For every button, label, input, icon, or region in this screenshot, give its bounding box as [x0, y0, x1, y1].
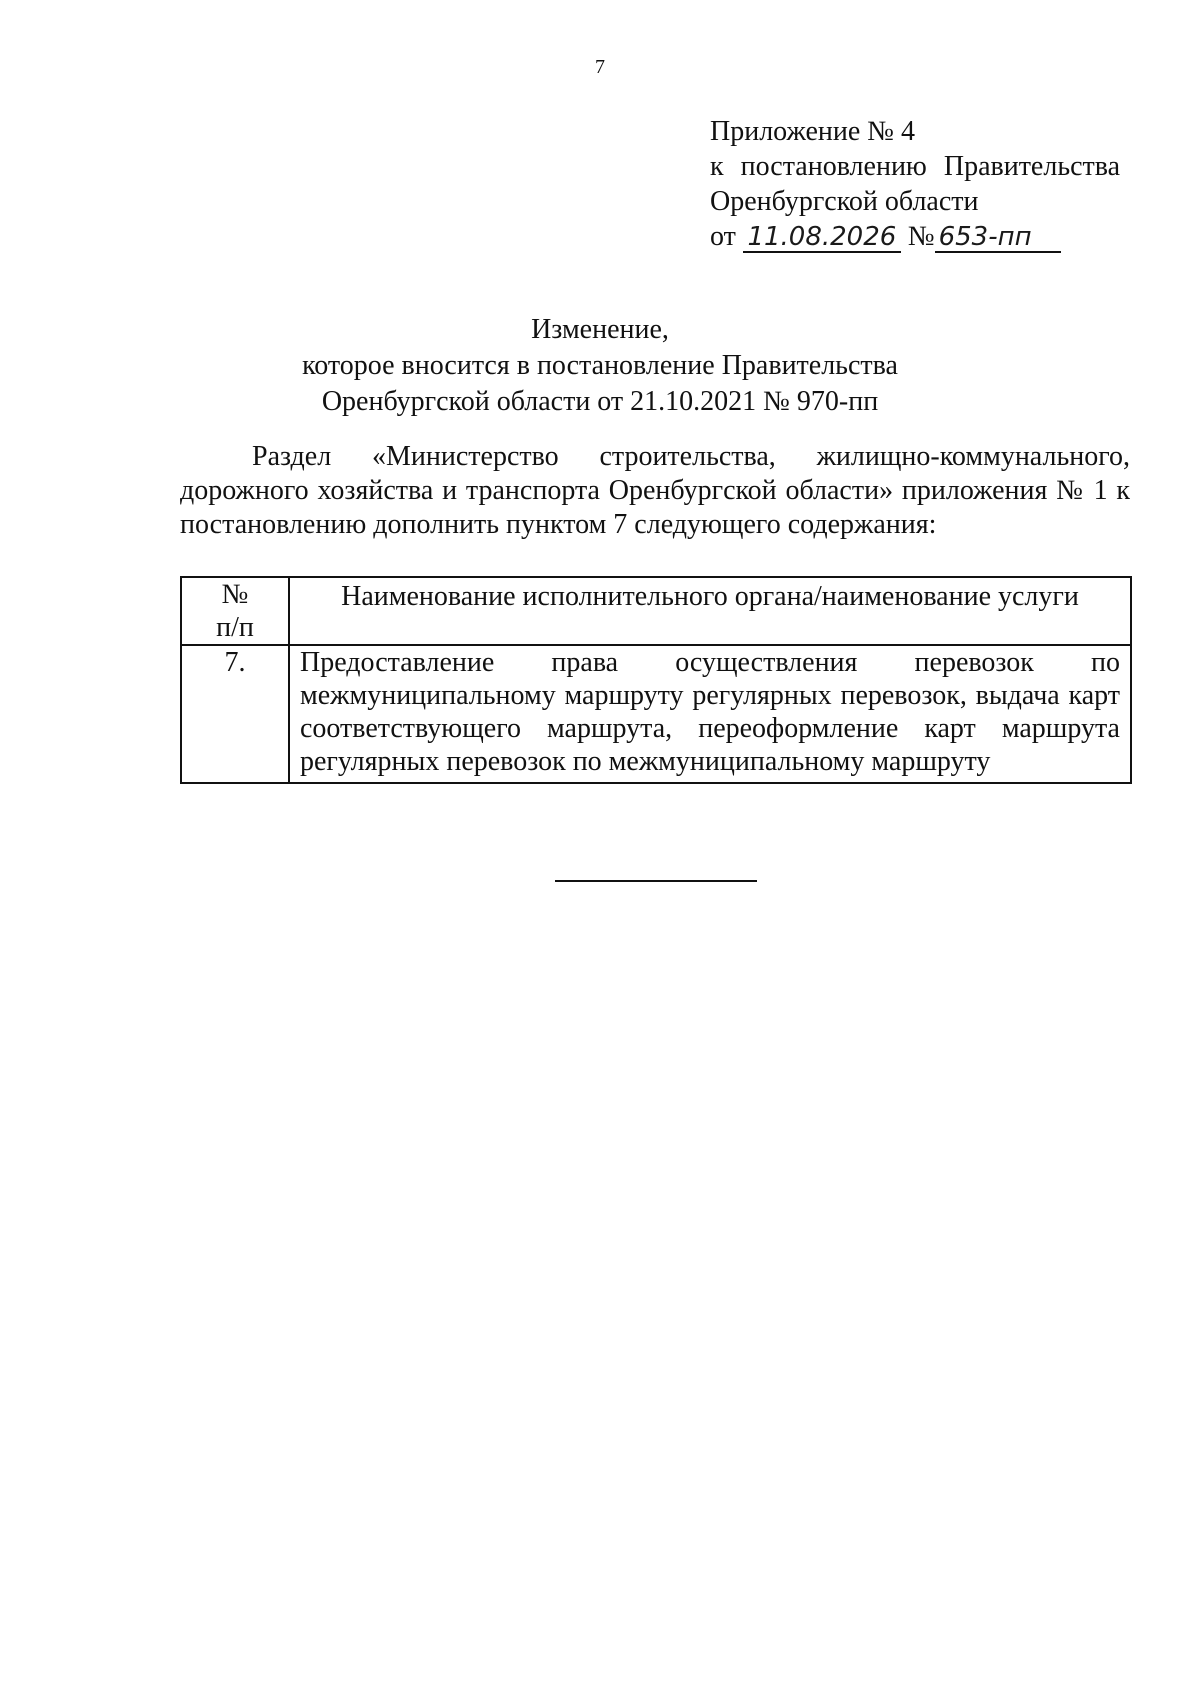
- title-line-1: Изменение,: [531, 314, 669, 345]
- closing-divider: [555, 880, 757, 882]
- header-number-abbrev: п/п: [216, 612, 254, 643]
- title-line-3: Оренбургской области от 21.10.2021 № 970-пп: [321, 386, 879, 417]
- table-row: [181, 645, 1131, 783]
- page-number: 7: [595, 56, 605, 78]
- row-name-cell: Предоставление права осуществления перевозок по межмуниципальному маршруту регулярных перевозок, выдача карт соответствующего маршрута, переоформление карт маршрута регулярных перевозок по межмуниципальному маршруту: [289, 645, 1131, 783]
- appendix-header: [710, 114, 1130, 254]
- number-label: №: [907, 221, 935, 252]
- row-number-cell: 7.: [181, 645, 289, 783]
- body-paragraph: Раздел «Министерство строительства, жилищно-коммунального, дорожного хозяйства и транспорта Оренбургской области» приложения № 1 к постановлению дополнить пунктом 7 следующего содержания:: [180, 441, 1130, 540]
- title-line-2: которое вносится в постановление Правительства: [302, 350, 898, 381]
- appendix-date-number-line: [710, 219, 1130, 254]
- appendix-reference: к постановлению Правительства: [710, 151, 1121, 182]
- document-title: [0, 312, 1200, 420]
- appendix-region: Оренбургской области: [710, 186, 979, 217]
- header-number-symbol: №: [221, 579, 249, 610]
- services-table: [180, 576, 1132, 784]
- header-number-cell: [181, 577, 289, 645]
- header-name-cell: Наименование исполнительного органа/наименование услуги: [289, 577, 1131, 645]
- from-label: от: [710, 221, 736, 252]
- handwritten-number: 653-пп: [935, 223, 1061, 253]
- table-header-row: [181, 577, 1131, 645]
- appendix-title: Приложение № 4: [710, 116, 915, 147]
- handwritten-date: 11.08.2026: [743, 223, 901, 253]
